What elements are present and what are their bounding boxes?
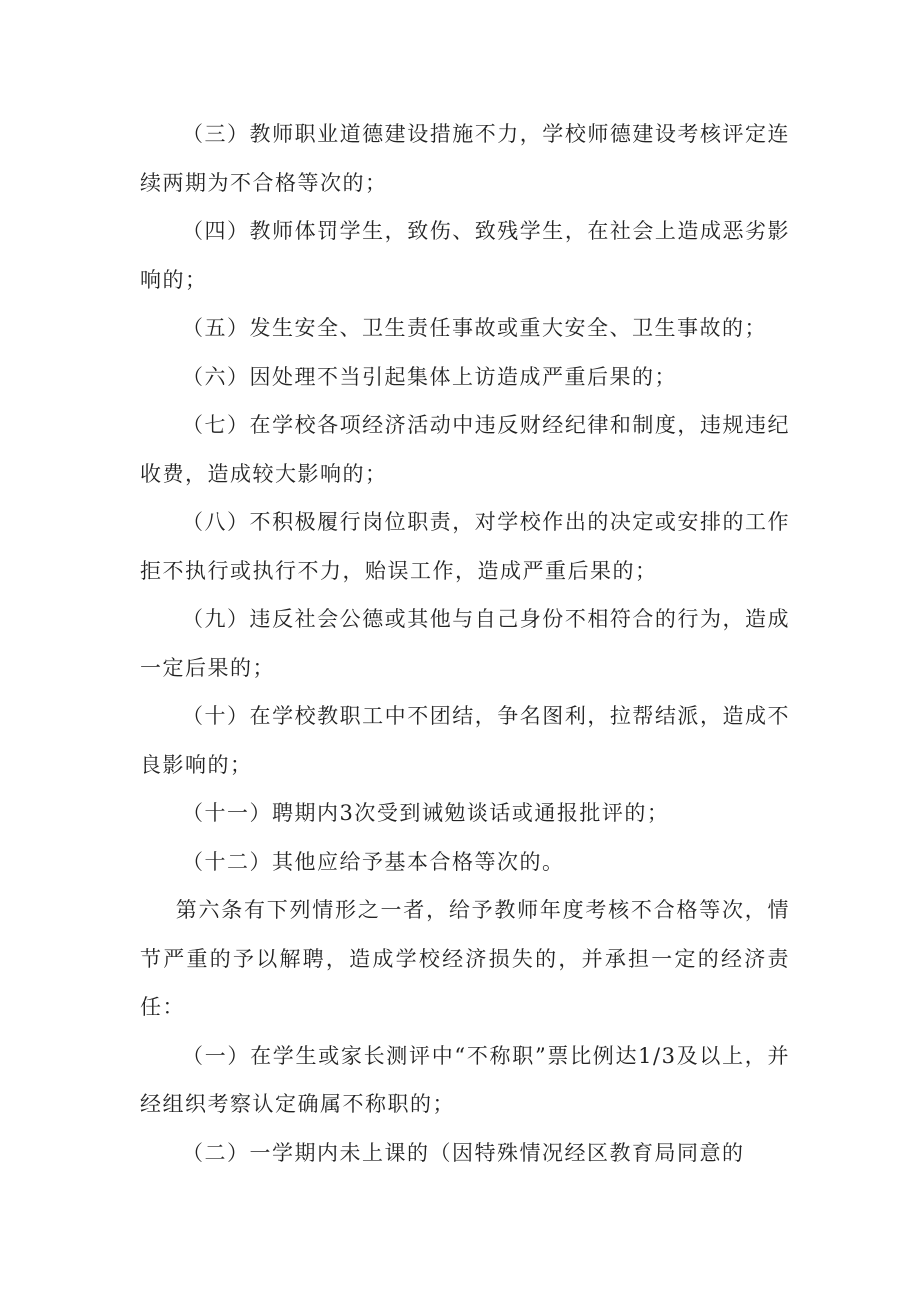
- paragraph-item-7: （七）在学校各项经济活动中违反财经纪律和制度，违规违纪收费，造成较大影响的；: [140, 413, 790, 486]
- paragraph-item-1: （一）在学生或家长测评中“不称职”票比例达1/3及以上，并经组织考察认定确属不称职的；: [140, 1043, 790, 1116]
- article-six-paragraph: 第六条有下列情形之一者，给予教师年度考核不合格等次，情节严重的予以解聘，造成学校经济损失的，并承担一定的经济责任：: [140, 898, 790, 1019]
- paragraph-item-12: （十二）其他应给予基本合格等次的。: [182, 849, 565, 874]
- paragraph-item-3: （三）教师职业道德建设措施不力，学校师德建设考核评定连续两期为不合格等次的；: [140, 122, 790, 195]
- paragraph-item-6: （六）因处理不当引起集体上访造成严重后果的；: [182, 364, 677, 389]
- paragraph-item-11: （十一）聘期内3次受到诫勉谈话或通报批评的；: [182, 801, 670, 825]
- paragraph-item-2: （二）一学期内未上课的（因特殊情况经区教育局同意的: [182, 1140, 745, 1165]
- paragraph-item-8: （八）不积极履行岗位职责，对学校作出的决定或安排的工作拒不执行或执行不力，贻误工作，造成严重后果的；: [140, 510, 790, 583]
- document-body: [140, 110, 790, 1177]
- paragraph-item-10: （十）在学校教职工中不团结，争名图利，拉帮结派，造成不良影响的；: [140, 704, 790, 777]
- paragraph-item-5: （五）发生安全、卫生责任事故或重大安全、卫生事故的；: [182, 316, 767, 340]
- paragraph-item-9: （九）违反社会公德或其他与自己身份不相符合的行为，造成一定后果的；: [140, 607, 790, 680]
- paragraph-item-4: （四）教师体罚学生，致伤、致残学生，在社会上造成恶劣影响的；: [140, 219, 790, 292]
